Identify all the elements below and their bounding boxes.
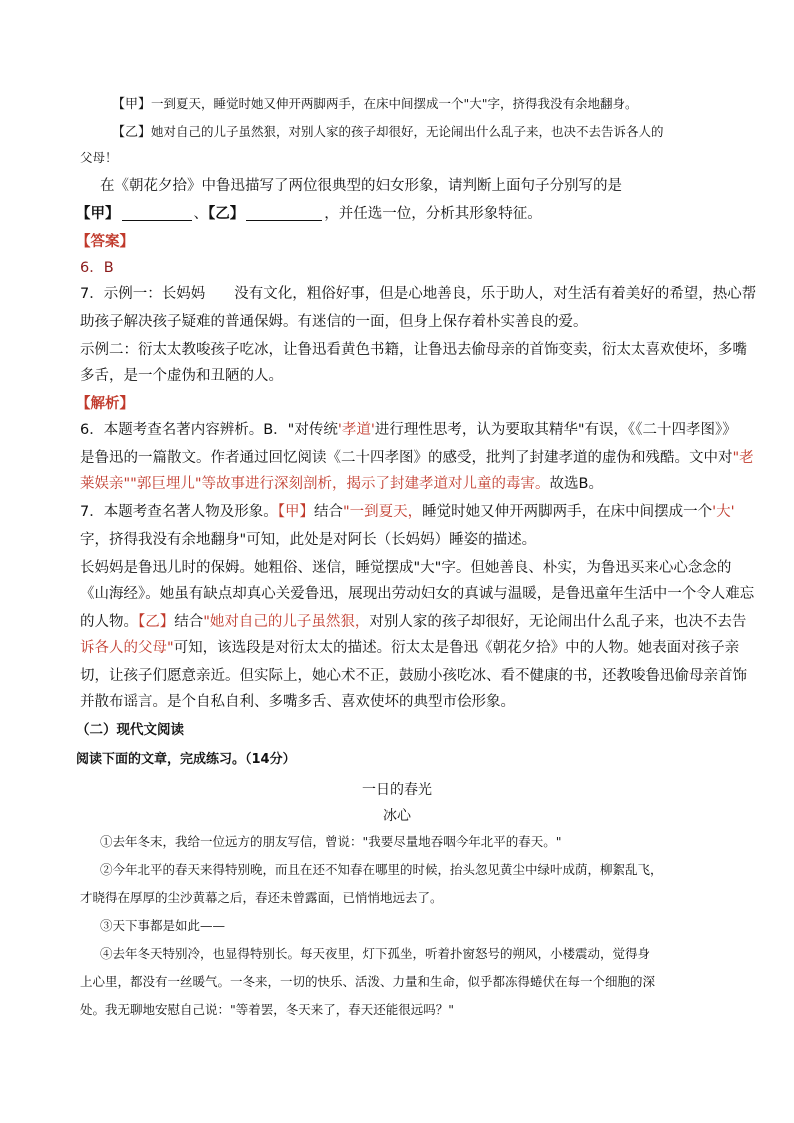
question-blanks <box>76 202 542 226</box>
article-para-4-line-3: 处。我无聊地安慰自己说："等着罢，冬天来了，春天还能很远吗？" <box>80 1002 455 1017</box>
quote-yi-text-1: 她对自己的儿子虽然狠，对别人家的孩子却很好，无论闹出什么乱子来，也决不去告诉各人的 <box>151 124 664 139</box>
article-para-4-line-1: ④去年冬天特别冷，也显得特别长。每天夜里，灯下孤坐，听着扑窗怒号的朔风，小楼震动，觉得身 <box>100 946 651 961</box>
analysis-7-line-7: 切，让孩子们愿意亲近。但实际上，她心术不正，鼓励小孩吃冰、看不健康的书，还教唆鲁迅偷母亲首饰 <box>80 668 747 684</box>
article-para-3: ③天下事都是如此—— <box>100 918 226 933</box>
quote-yi-bracket: 【乙】 <box>112 125 152 140</box>
analysis-7-text-c: 睡觉时她又伸开两脚两手，在床中间摆成一个 <box>422 504 713 520</box>
analysis-7-quote-c: "她对自己的儿子虽然狠， <box>203 614 370 630</box>
answer-blank-yi <box>246 206 322 221</box>
analysis-6-line-3 <box>80 472 603 496</box>
analysis-6-highlight-a: '孝道' <box>337 422 375 438</box>
answer-header: 【答案】 <box>76 234 134 250</box>
quote-jia-text: 一到夏天，睡觉时她又伸开两脚两手，在床中间摆成一个"大"字，挤得我没有余地翻身。 <box>151 96 638 111</box>
analysis-6-conclusion: 故选B。 <box>549 476 603 492</box>
analysis-7-quote-d: 诉各人的父母" <box>80 640 174 656</box>
quote-yi <box>112 120 664 145</box>
question-prompt: 在《朝花夕拾》中鲁迅描写了两位很典型的妇女形象，请判断上面句子分别写的是 <box>100 178 622 194</box>
question-sep: 、 <box>193 206 208 222</box>
question-tail: ，并任选一位，分析其形象特征。 <box>324 206 542 222</box>
article-para-2-line-2: 才晓得在厚厚的尘沙黄幕之后，春还未曾露面，已悄悄地远去了。 <box>80 890 443 905</box>
analysis-7-line-8: 并散布谣言。是个自私自利、多嘴多舌、喜欢使坏的典型市侩形象。 <box>80 694 515 710</box>
analysis-7-line-3: 长妈妈是鲁迅儿时的保姆。她粗俗、迷信，睡觉摆成"大"字。但她善良、朴实，为鲁迅买来心心念念的 <box>80 560 732 576</box>
analysis-7-line-1 <box>80 500 735 524</box>
analysis-7-jia: 【甲】 <box>277 504 314 520</box>
analysis-6-text-b: 进行理性思考，认为要取其精华"有误，《《二十四孝图》》 <box>374 422 737 438</box>
analysis-7-text-h: 对别人家的孩子却很好，无论闹出什么乱子来，也决不去告 <box>369 614 747 630</box>
analysis-7-text-f: 的人物。 <box>80 614 138 630</box>
answer-7-line-3: 示例二：衍太太教唆孩子吃冰，让鲁迅看黄色书籍，让鲁迅去偷母亲的首饰变卖，衍太太喜欢使坏，多嘴 <box>80 342 747 358</box>
analysis-header: 【解析】 <box>76 396 134 412</box>
analysis-6-highlight-b: "老 <box>732 450 754 466</box>
answer-7-line-1: 7．示例一：长妈妈 没有文化，粗俗好事，但是心地善良，乐于助人，对生活有着美好的希望，热心帮 <box>80 286 757 302</box>
analysis-7-line-5 <box>80 610 746 634</box>
analysis-7-line-2 <box>80 528 536 552</box>
article-para-4-line-2: 上心里，都没有一丝暖气。一冬来，一切的快乐、活泼、力量和生命，似乎都冻得蜷伏在每一个细胞的深 <box>80 974 656 989</box>
analysis-7-text-g: 结合 <box>174 614 204 630</box>
article-author: 冰心 <box>383 808 411 824</box>
article-title: 一日的春光 <box>362 782 432 798</box>
analysis-6-line-2 <box>80 446 754 470</box>
answer-blank-jia <box>122 206 192 221</box>
analysis-7-text-d: 字，挤得我没有余地翻身" <box>80 532 247 548</box>
answer-7-line-2: 助孩子解决孩子疑难的普通保姆。有迷信的一面，但身上保存着朴实善良的爱。 <box>80 314 588 330</box>
quote-yi-cont: 父母！ <box>80 150 118 165</box>
analysis-6-line-1 <box>80 418 737 442</box>
analysis-7-quote-a: "一到夏天， <box>342 504 423 520</box>
analysis-7-quote-b: '大' <box>712 504 735 520</box>
analysis-7-line-6 <box>80 636 739 660</box>
section-title: （二）现代文阅读 <box>76 722 184 738</box>
analysis-7-text-b: 结合 <box>313 504 343 520</box>
answer-7-line-4: 多舌，是一个虚伪和丑陋的人。 <box>80 368 283 384</box>
analysis-7-yi: 【乙】 <box>138 614 175 630</box>
article-para-1: ①去年冬末，我给一位远方的朋友写信，曾说："我要尽量地吞咽今年北平的春天。" <box>100 834 562 849</box>
section-instruction: 阅读下面的文章，完成练习。（14分） <box>76 752 296 767</box>
quote-jia <box>112 92 638 117</box>
analysis-6-highlight-c: 莱娱亲""郭巨埋儿" <box>80 476 202 492</box>
analysis-6-highlight-d: 等故事进行深刻剖析，揭示了封建孝道对儿童的毒害。 <box>201 476 550 492</box>
analysis-6-text-a: 6．本题考查名著内容辨析。B．"对传统 <box>80 422 338 438</box>
analysis-7-text-i: 可知，该选段是对衍太太的描述。衍太太是鲁迅《朝花夕拾》中的人物。她表面对孩子亲 <box>173 640 740 656</box>
analysis-7-text-e: 可知，此处是对阿长（长妈妈）睡姿的描述。 <box>246 532 537 548</box>
question-jia-label: 【甲】 <box>76 206 120 222</box>
analysis-7-text-a: 7．本题考查名著人物及形象。 <box>80 504 278 520</box>
answer-6: 6．B <box>80 260 114 276</box>
question-yi-label: 【乙】 <box>208 206 245 222</box>
quote-jia-bracket: 【甲】 <box>112 97 152 112</box>
analysis-6-text-c: 是鲁迅的一篇散文。作者通过回忆阅读《二十四孝图》的感受，批判了封建孝道的虚伪和残酷。文中对 <box>80 450 733 466</box>
article-para-2-line-1: ②今年北平的春天来得特别晚，而且在还不知春在哪里的时候，抬头忽见黄尘中绿叶成荫，柳絮乱飞， <box>100 862 663 877</box>
analysis-7-line-4: 《山海经》。她虽有缺点却真心关爱鲁迅，展现出劳动妇女的真诚与温暖，是鲁迅童年生活中一个令人难忘 <box>80 586 755 602</box>
